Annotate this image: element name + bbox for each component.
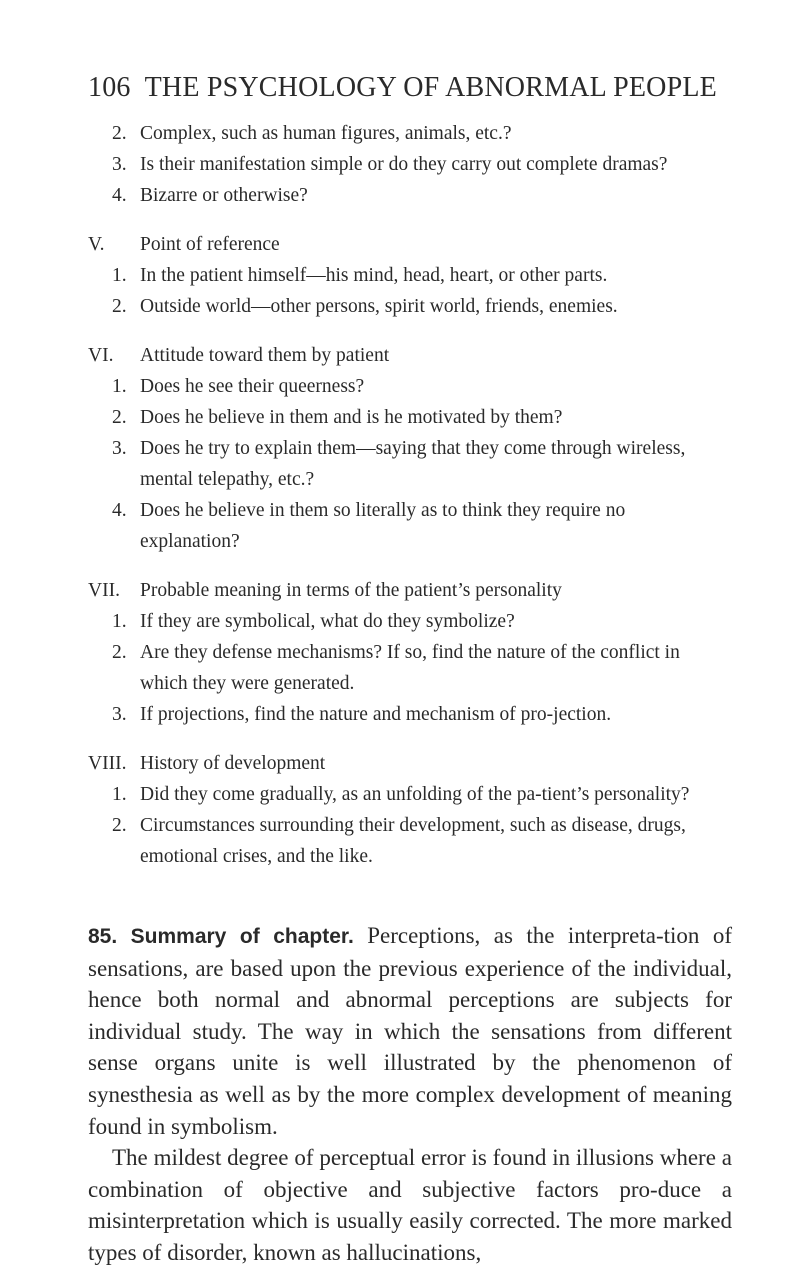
item-text: Did they come gradually, as an unfolding of the pa-tient’s personality? [140,784,690,805]
outline-item [112,495,712,557]
outline-item [112,699,712,730]
section-title: Attitude toward them by patient [140,345,390,366]
section-numeral: VII. [88,580,120,601]
item-text: In the patient himself—his mind, head, heart, or other parts. [140,265,608,286]
outline-item [112,260,712,291]
chapter-summary [88,920,732,1269]
section-heading-vii [88,575,728,606]
summary-section-number: 85. [88,925,118,948]
section-heading-vi [88,340,728,371]
page-number: 106 [88,72,131,103]
outline-item [112,779,712,810]
item-number: 4. [112,500,127,521]
item-number: 2. [112,815,127,836]
item-number: 4. [112,185,127,206]
section-heading-v [88,229,728,260]
section-heading-viii [88,748,728,779]
section-numeral: V. [88,234,105,255]
item-number: 3. [112,704,127,725]
section-title: Probable meaning in terms of the patient’s personality [140,580,562,601]
outline-item [112,149,712,180]
item-number: 2. [112,123,127,144]
outline-item [112,606,712,637]
item-number: 2. [112,296,127,317]
summary-paragraph [88,920,732,1142]
item-text: Are they defense mechanisms? If so, find the nature of the conflict in which they were generated. [140,642,680,694]
outline-item [112,637,712,699]
section-numeral: VIII. [88,753,127,774]
outline-item [112,118,712,149]
summary-paragraph: The mildest degree of perceptual error is found in illusions where a combination of objective and subjective factors pro-duce a misinterpretation which is usually easily corrected. The more marked types of disorder, known as hallucinations, [88,1145,732,1265]
item-number: 2. [112,642,127,663]
running-title: THE PSYCHOLOGY OF ABNORMAL PEOPLE [144,72,717,103]
item-number: 1. [112,265,127,286]
item-number: 3. [112,154,127,175]
section-numeral: VI. [88,345,114,366]
running-header [88,72,717,104]
outline-item [112,291,712,322]
item-text: Does he believe in them so literally as to think they require no explanation? [140,500,626,552]
item-number: 1. [112,784,127,805]
item-text: If projections, find the nature and mechanism of pro-jection. [140,704,612,725]
item-text: Does he try to explain them—saying that they come through wireless, mental telepathy, etc.? [140,438,686,490]
outline-item [112,402,712,433]
outline-item [112,180,712,211]
item-number: 2. [112,407,127,428]
item-text: Is their manifestation simple or do they carry out complete dramas? [140,154,668,175]
outline [0,118,800,872]
item-number: 1. [112,611,127,632]
item-text: Bizarre or otherwise? [140,185,308,206]
item-text: Circumstances surrounding their development, such as disease, drugs, emotional crises, and the like. [140,815,686,867]
section-title: History of development [140,753,326,774]
summary-body-1: Perceptions, as the interpreta-tion of sensations, are based upon the previous experience of the individual, hence both normal and abnormal perceptions are subjects for individual study. The way in which the sensations from different sense organs unite is well illustrated by the phenomenon of synesthesia as well as by the more complex development of meaning found in symbolism. [88,923,733,1139]
section-title: Point of reference [140,234,280,255]
outline-item [112,433,712,495]
summary-lead: Summary of chapter. [130,925,354,948]
outline-item [112,810,712,872]
outline-item [112,371,712,402]
item-number: 1. [112,376,127,397]
item-text: Does he see their queerness? [140,376,365,397]
item-text: Outside world—other persons, spirit world, friends, enemies. [140,296,618,317]
item-text: Complex, such as human figures, animals, etc.? [140,123,512,144]
item-number: 3. [112,438,127,459]
item-text: Does he believe in them and is he motivated by them? [140,407,563,428]
item-text: If they are symbolical, what do they symbolize? [140,611,515,632]
